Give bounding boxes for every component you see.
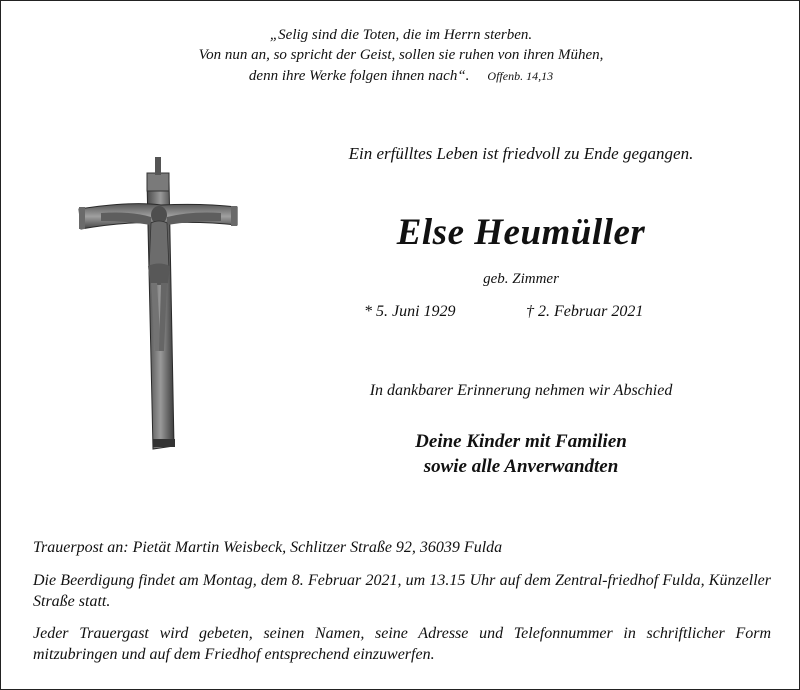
deceased-name: Else Heumüller [396,212,646,253]
bible-quote-line-1: „Selig sind die Toten, die im Herrn sterben. [269,27,533,43]
family-line-1: Deine Kinder mit Familien [415,431,627,452]
guest-request: Jeder Trauergast wird gebeten, seinen Namen, seine Adresse und Telefonnummer in schriftlicher Form mitzubringen und auf dem Friedhof entsprechend einzuwerfen. [33,625,771,663]
crucifix-image [71,151,251,456]
birth-date: * 5. Juni 1929 [364,303,456,320]
farewell-line: In dankbarer Erinnerung nehmen wir Abschied [369,382,673,399]
bible-reference: Offenb. 14,13 [487,69,554,83]
family-signature [301,429,741,479]
funeral-details: Die Beerdigung findet am Montag, dem 8. Februar 2021, um 13.15 Uhr auf dem Zentral-friedhof Fulda, Künzeller Straße statt. [33,572,771,610]
death-date: † 2. Februar 2021 [526,303,644,320]
bible-quote-text: denn ihre Werke folgen ihnen nach“. [248,68,470,84]
family-line-2: sowie alle Anverwandten [423,456,619,477]
birth-name: geb. Zimmer [483,271,559,287]
bible-quote-line-3 [1,66,800,86]
intro-line: Ein erfülltes Leben ist friedvoll zu Ende gegangen. [348,144,694,163]
bible-quote-line-2: Von nun an, so spricht der Geist, sollen sie ruhen von ihren Mühen, [198,47,604,63]
condolence-address: Trauerpost an: Pietät Martin Weisbeck, Schlitzer Straße 92, 36039 Fulda [33,539,503,556]
